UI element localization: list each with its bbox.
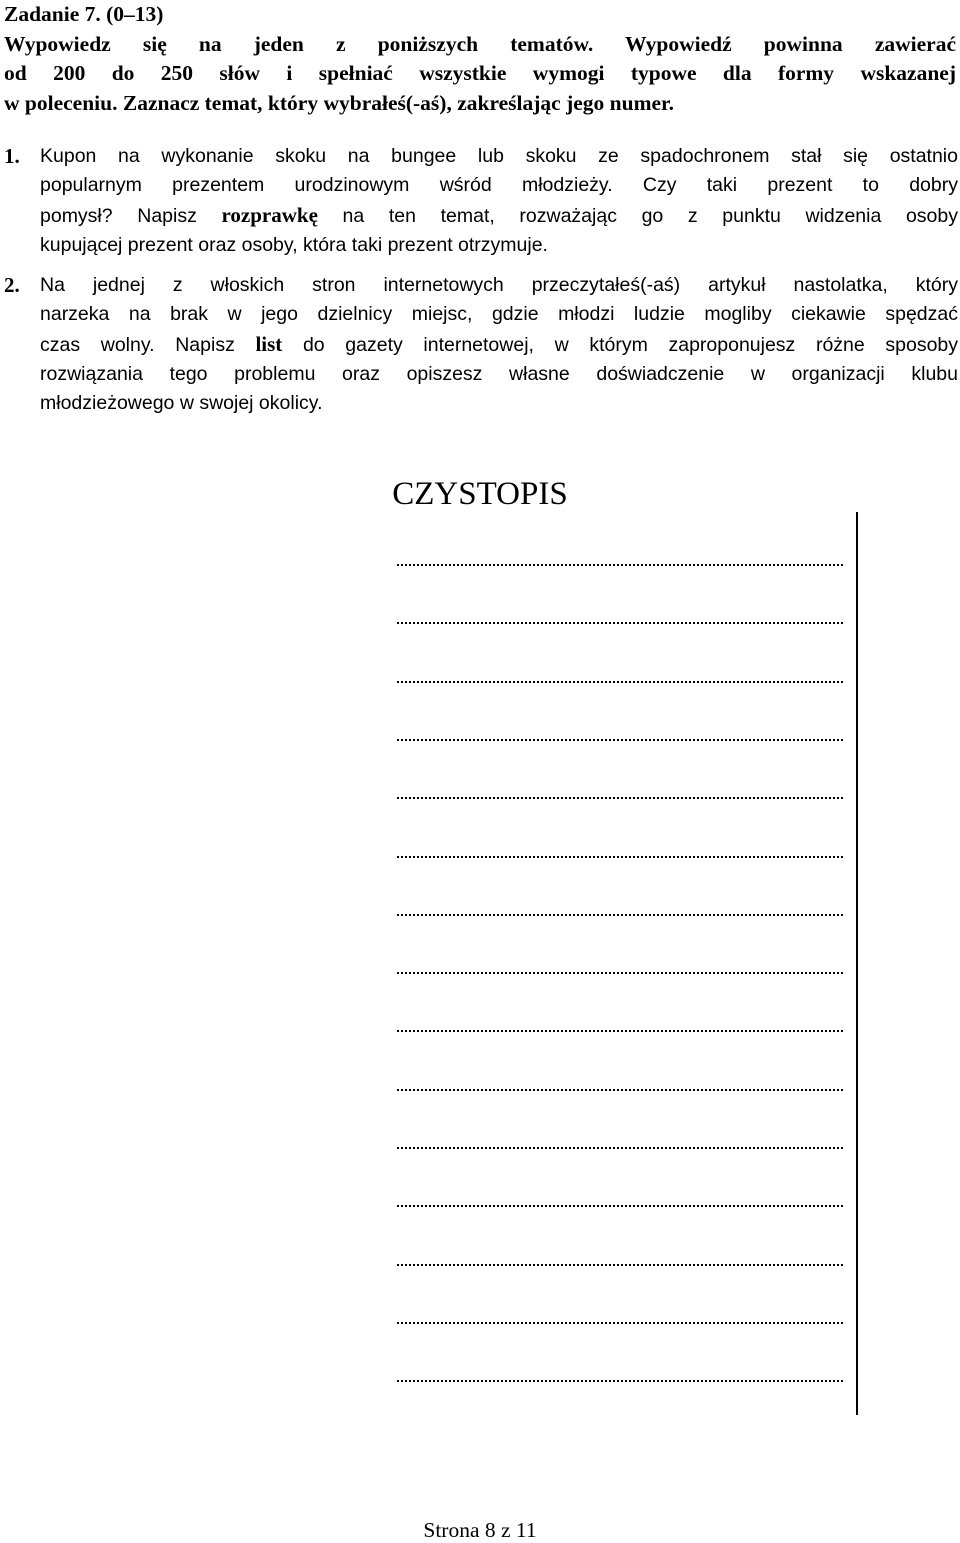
writing-line[interactable] bbox=[397, 914, 843, 916]
margin-vertical-rule bbox=[856, 512, 858, 1415]
topic-2-text bbox=[40, 271, 958, 418]
topic-1-line-3-start: pomysł? Napisz bbox=[40, 204, 222, 227]
topic-number-2[interactable]: 2. bbox=[4, 273, 20, 297]
topic-1-line-4: kupującej prezent oraz osoby, która taki prezent otrzymuje. bbox=[40, 233, 548, 256]
task-instruction-line-1: Wypowiedz się na jeden z poniższych tematów. Wypowiedź powinna zawierać bbox=[4, 31, 956, 56]
topic-2-line-3 bbox=[40, 330, 958, 360]
topic-2-line-3-end: do gazety internetowej, w którym zaproponujesz różne sposoby bbox=[282, 333, 959, 356]
writing-line[interactable] bbox=[397, 1030, 843, 1032]
writing-line[interactable] bbox=[397, 622, 843, 624]
task-header bbox=[4, 0, 956, 118]
writing-line[interactable] bbox=[397, 1380, 843, 1382]
topic-2-line-2: narzeka na brak w jego dzielnicy miejsc, gdzie młodzi ludzie mogliby ciekawie spędzać bbox=[40, 303, 958, 326]
topic-1-line-2: popularnym prezentem urodzinowym wśród młodzieży. Czy taki prezent to dobry bbox=[40, 174, 958, 197]
writing-line[interactable] bbox=[397, 1205, 843, 1207]
topic-1-form-rozprawka: rozprawkę bbox=[221, 202, 318, 227]
writing-line[interactable] bbox=[397, 797, 843, 799]
page-footer: Strona 8 z 11 bbox=[423, 1518, 537, 1542]
writing-line[interactable] bbox=[397, 681, 843, 683]
writing-line[interactable] bbox=[397, 739, 843, 741]
topic-1-line-3 bbox=[40, 201, 958, 231]
topic-1-text bbox=[40, 142, 958, 260]
writing-line[interactable] bbox=[397, 1147, 843, 1149]
topic-2-line-5: młodzieżowego w swojej okolicy. bbox=[40, 392, 323, 415]
task-title: Zadanie 7. (0–13) bbox=[4, 2, 164, 26]
writing-line[interactable] bbox=[397, 564, 843, 566]
writing-line[interactable] bbox=[397, 972, 843, 974]
czystopis-heading: CZYSTOPIS bbox=[392, 476, 568, 512]
topic-2-form-list: list bbox=[255, 331, 283, 356]
topic-2-line-1: Na jednej z włoskich stron internetowych przeczytałeś(-aś) artykuł nastolatka, który bbox=[40, 274, 958, 296]
topic-1-line-3-end: na ten temat, rozważając go z punktu widzenia osoby bbox=[317, 204, 958, 227]
task-instruction-line-3: w poleceniu. Zaznacz temat, który wybrałeś(-aś), zakreślając jego numer. bbox=[4, 90, 674, 115]
writing-line[interactable] bbox=[397, 1089, 843, 1091]
writing-line[interactable] bbox=[397, 856, 843, 858]
topic-2-line-3-start: czas wolny. Napisz bbox=[40, 333, 256, 356]
topic-2-line-4: rozwiązania tego problemu oraz opiszesz własne doświadczenie w organizacji klubu bbox=[40, 362, 958, 385]
topic-1-line-1: Kupon na wykonanie skoku na bungee lub skoku ze spadochronem stał się ostatnio bbox=[40, 145, 958, 167]
topic-number-1[interactable]: 1. bbox=[4, 144, 20, 168]
topic-1[interactable] bbox=[4, 142, 958, 260]
task-instruction-line-2: od 200 do 250 słów i spełniać wszystkie wymogi typowe dla formy wskazanej bbox=[4, 61, 956, 85]
writing-line[interactable] bbox=[397, 1264, 843, 1266]
topic-2[interactable] bbox=[4, 271, 958, 418]
writing-line[interactable] bbox=[397, 1322, 843, 1324]
